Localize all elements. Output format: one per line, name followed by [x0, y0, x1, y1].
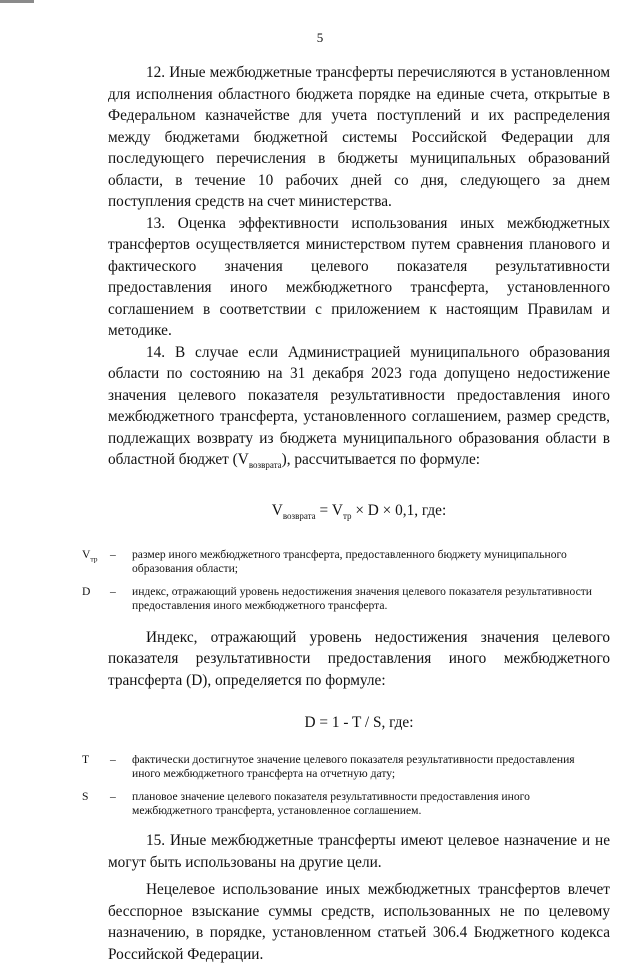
definitions-formula-2: [82, 753, 602, 818]
formula-lhs-subscript: возврата: [282, 510, 316, 521]
definition-text: индекс, отражающий уровень недостижения значения целевого показателя результативности предоставления иного межбюджетного трансферта.: [132, 584, 592, 612]
paragraph-15: 15. Иные межбюджетные трансферты имеют целевое назначение и не могут быть использованы на другие цели.: [108, 832, 610, 871]
definition-symbol: S: [82, 790, 89, 804]
definition-v-tr: [82, 548, 602, 576]
index-intro-paragraph: Индекс, отражающий уровень недостижения значения целевого показателя результативности предоставления иного межбюджетного трансферта (D), определяется по формуле:: [108, 628, 610, 689]
definition-text: плановое значение целевого показателя результативности предоставления иного межбюджетного трансферта, установленное соглашением.: [132, 790, 530, 818]
definition-symbol: T: [82, 753, 90, 767]
misuse-paragraph: Нецелевое использование иных межбюджетных трансфертов влечет бесспорное взыскание суммы средств, использованных не по целевому назначению, в порядке, установленном статьей 306.4 Бюджетного кодекса Российской Федерации.: [108, 881, 610, 963]
paragraph-14-tail: ), рассчитывается по формуле:: [281, 451, 481, 468]
formula-lhs: V: [271, 501, 283, 519]
definition-symbol: D: [82, 584, 91, 598]
paragraph-12: 12. Иные межбюджетные трансферты перечисляются в установленном для исполнения областного бюджета порядке на единые счета, открытые в Федеральном казначействе для учета поступлений и их распределения между бюджетами бюджетной системы Российской Федерации для последующего перечисления в бюджеты муниципальных образований области, в течение 10 рабочих дней со дня, следующего за днем поступления средств на счет министерства.: [108, 64, 610, 210]
definitions-formula-1: [82, 548, 602, 613]
formula-index-d: D = 1 - T / S, где:: [304, 714, 414, 732]
definition-dash: –: [110, 753, 116, 767]
definition-dash: –: [110, 547, 116, 561]
formula-rest: × D × 0,1, где:: [351, 501, 447, 519]
formula-v-subscript: тр: [342, 510, 352, 521]
definition-dash: –: [110, 584, 116, 598]
definition-dash: –: [110, 790, 116, 804]
paragraph-14-text: 14. В случае если Администрацией муниципального образования области по состоянию на 31 декабря 2023 года допущено недостижение значения целевого показателя результативности предоставления иного межбюджетного трансферта, установленного соглашением, размер средств, подлежащих возврату из бюджета муниципального образования области в областной бюджет (V: [108, 343, 610, 468]
definition-text: фактически достигнутое значение целевого показателя результативности предоставления иного межбюджетного трансферта на отчетную дату;: [132, 753, 575, 781]
definition-t: [82, 753, 602, 781]
definition-d: [82, 585, 602, 613]
formula-return-amount: [108, 501, 610, 526]
scan-corner-mark: [0, 0, 34, 3]
formula-eq: = V: [315, 501, 343, 519]
definition-symbol: $V_{тр}$: [82, 547, 98, 563]
paragraph-13: 13. Оценка эффективности использования иных межбюджетных трансфертов осуществляется министерством путем сравнения планового и фактического значения целевого показателя результативности предоставления иного межбюджетного трансферта, установленного соглашением в соответствии с приложением к настоящим Правилам и методике.: [108, 214, 610, 339]
paragraph-14-subscript: возврата: [248, 460, 282, 471]
document-body: [82, 62, 610, 965]
page-number: 5: [316, 30, 324, 45]
paragraph-14: [108, 342, 610, 477]
definition-s: [82, 790, 602, 818]
definition-text: размер иного межбюджетного трансферта, предоставленного бюджету муниципального образования области;: [132, 547, 567, 575]
